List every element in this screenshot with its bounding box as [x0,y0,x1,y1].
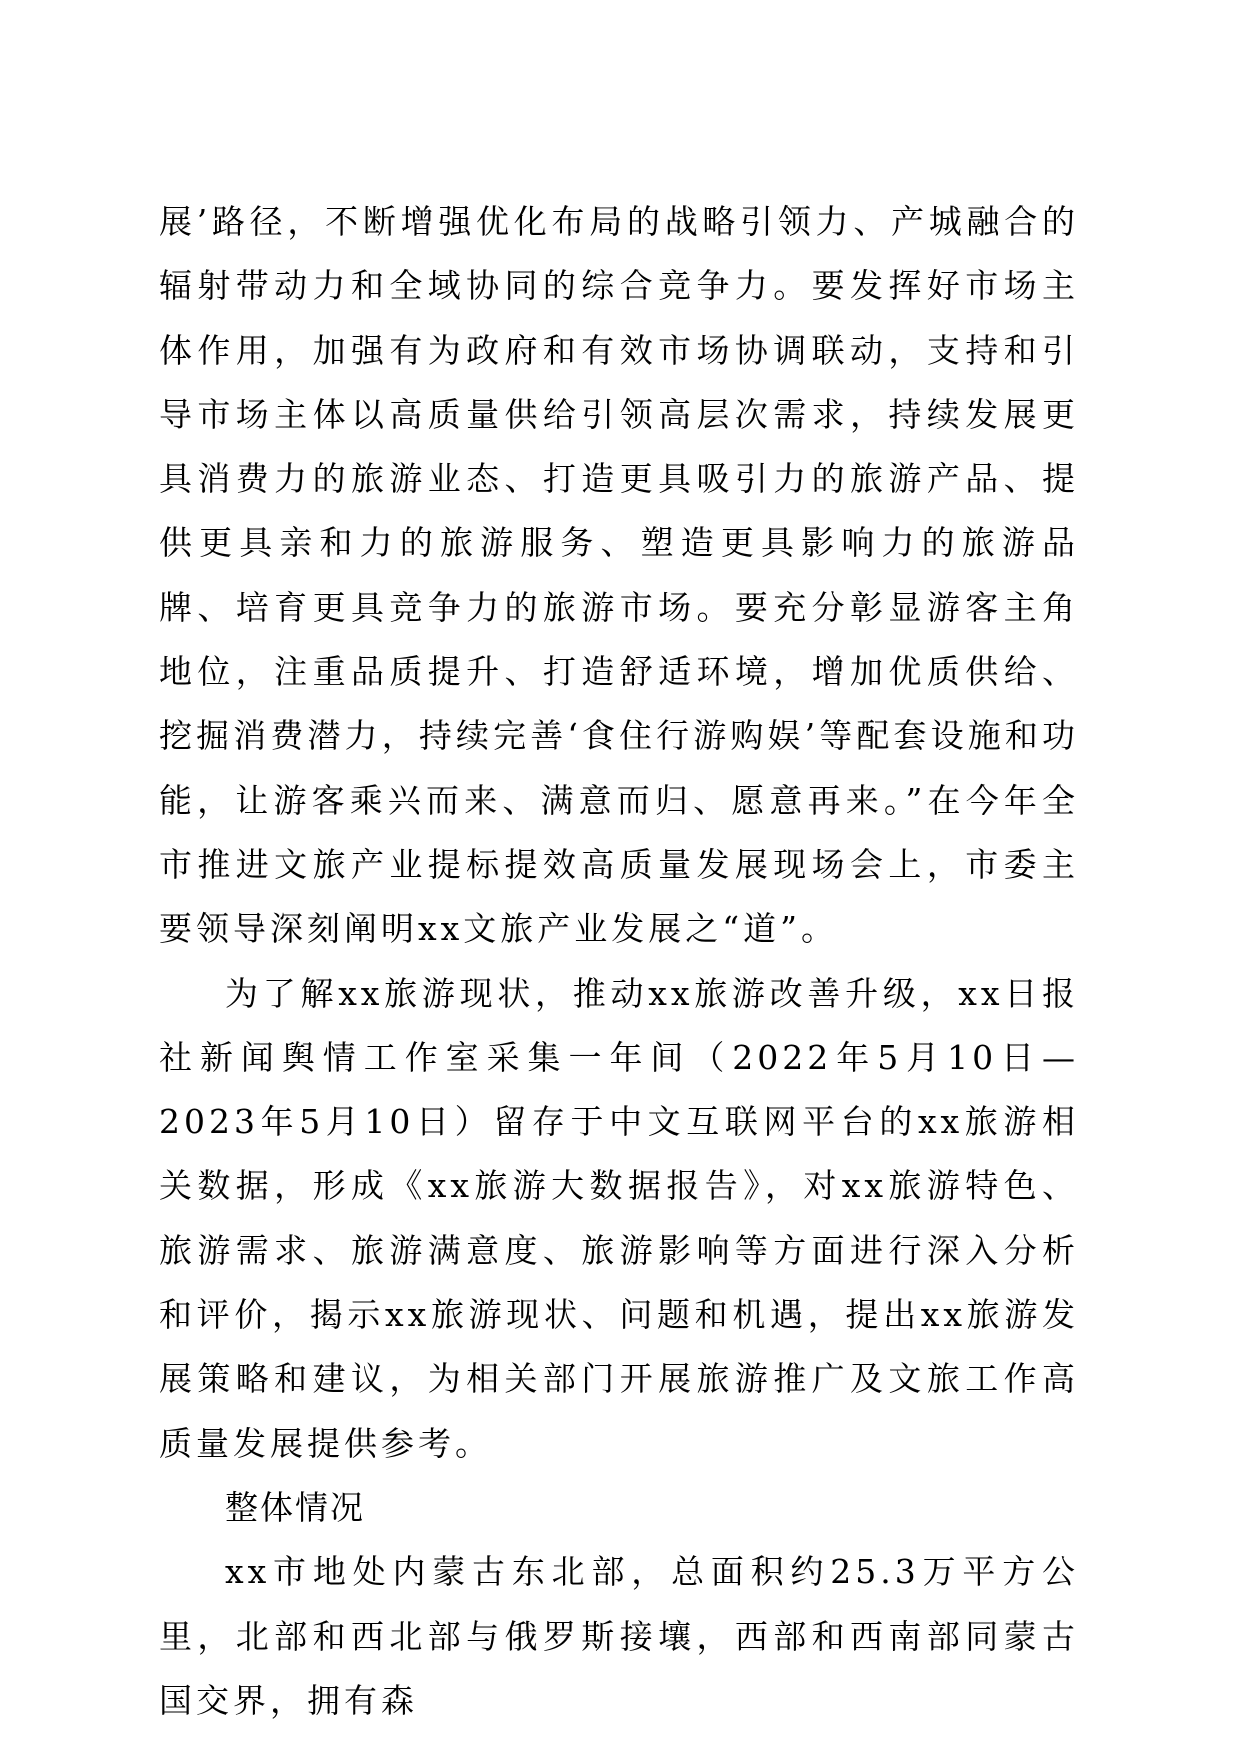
paragraph-overview: xx市地处内蒙古东北部，总面积约25.3万平方公里，北部和西北部与俄罗斯接壤，西部和西南部同蒙古国交界，拥有森 [159,1552,1079,1720]
section-heading: 整体情况 [225,1487,365,1527]
paragraph-report-intro: 为了解xx旅游现状，推动xx旅游改善升级，xx日报社新闻舆情工作室采集一年间（2022年5月10日—2023年5月10日）留存于中文互联网平台的xx旅游相关数据，形成《xx旅游大数据报告》，对xx旅游特色、旅游需求、旅游满意度、旅游影响等方面进行深入分析和评价，揭示xx旅游现状、问题和机遇，提出xx旅游发展策略和建议，为相关部门开展旅游推广及文旅工作高质量发展提供参考。 [159,973,1079,1463]
document-body [159,190,1079,1733]
paragraph-continuation: 展’路径，不断增强优化布局的战略引领力、产城融合的辐射带动力和全域协同的综合竞争力。要发挥好市场主体作用，加强有为政府和有效市场协调联动，支持和引导市场主体以高质量供给引领高层次需求，持续发展更具消费力的旅游业态、打造更具吸引力的旅游产品、提供更具亲和力的旅游服务、塑造更具影响力的旅游品牌、培育更具竞争力的旅游市场。要充分彰显游客主角地位，注重品质提升、打造舒适环境，增加优质供给、挖掘消费潜力，持续完善‘食住行游购娱’等配套设施和功能，让游客乘兴而来、满意而归、愿意再来。”在今年全市推进文旅产业提标提效高质量发展现场会上，市委主要领导深刻阐明xx文旅产业发展之“道”。 [159,202,1079,949]
